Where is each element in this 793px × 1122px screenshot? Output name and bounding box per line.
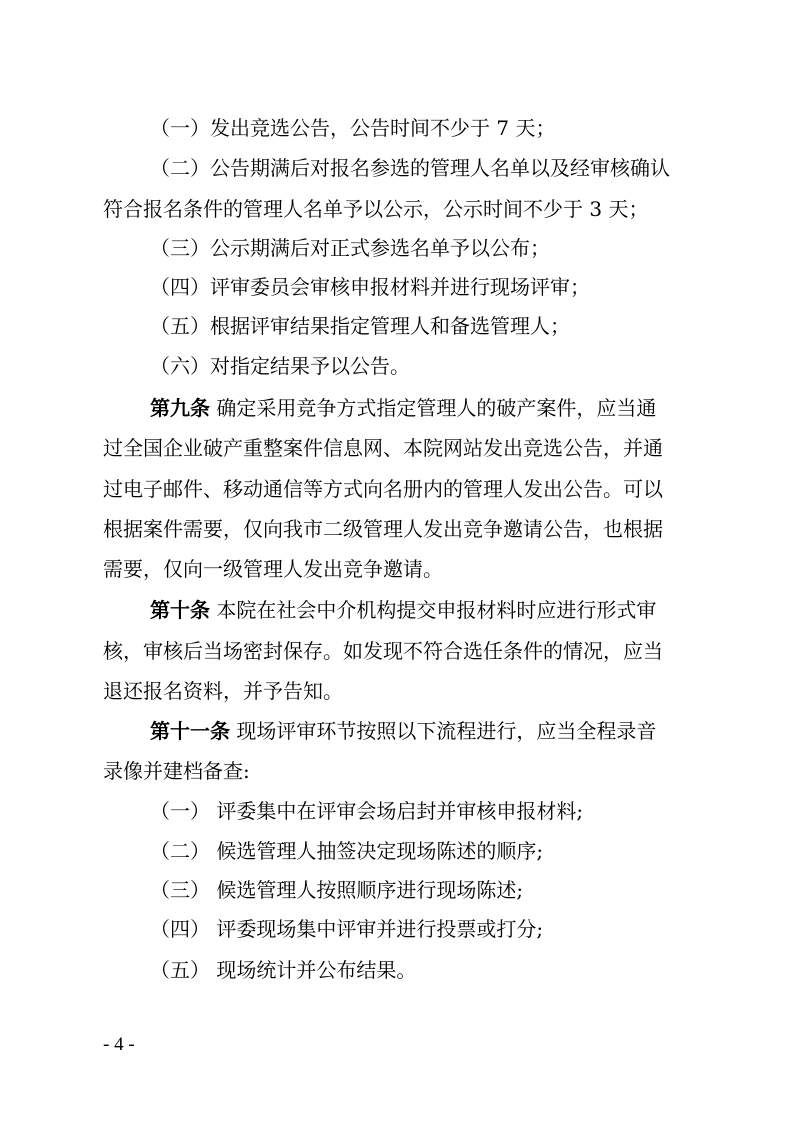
article10-heading: 第十条 — [150, 598, 210, 622]
article9-line: 过全国企业破产重整案件信息网、本院网站发出竞选公告，并通 — [103, 436, 663, 460]
article10-first-line — [150, 597, 656, 623]
article11-step-5: （五） 现场统计并公布结果。 — [150, 958, 417, 982]
procedure-step-2-cont: 符合报名条件的管理人名单予以公示，公示时间不少于 3 天； — [103, 197, 649, 221]
article11-step-2: （二） 候选管理人抽签决定现场陈述的顺序; — [150, 839, 544, 863]
procedure-step-4: （四）评审委员会审核申报材料并进行现场评审； — [150, 275, 590, 299]
article10-line: 核，审核后当场密封保存。如发现不符合选任条件的情况，应当 — [103, 639, 663, 663]
procedure-step-2: （二）公告期满后对报名参选的管理人名单以及经审核确认 — [150, 156, 670, 180]
article10-text: 本院在社会中介机构提交申报材料时应进行形式审 — [216, 598, 657, 622]
procedure-step-3: （三）公示期满后对正式参选名单予以公布； — [150, 236, 550, 260]
article11-heading: 第十一条 — [150, 719, 230, 743]
article11-first-line — [150, 718, 656, 744]
procedure-step-6: （六）对指定结果予以公告。 — [150, 354, 410, 378]
article9-line: 根据案件需要，仅向我市二级管理人发出竞争邀请公告，也根据 — [103, 517, 663, 541]
procedure-step-1: （一）发出竞选公告，公告时间不少于 7 天； — [150, 116, 556, 140]
article11-line: 录像并建档备查: — [103, 759, 250, 783]
article11-step-1: （一） 评委集中在评审会场启封并审核申报材料; — [150, 799, 584, 823]
article10-line: 退还报名资料，并予告知。 — [103, 679, 343, 703]
article9-text: 确定采用竞争方式指定管理人的破产案件，应当通 — [216, 396, 657, 420]
article9-line: 需要，仅向一级管理人发出竞争邀请。 — [103, 557, 443, 581]
article11-step-3: （三） 候选管理人按照顺序进行现场陈述; — [150, 878, 524, 902]
article9-first-line — [150, 395, 656, 421]
procedure-step-5: （五）根据评审结果指定管理人和备选管理人； — [150, 314, 570, 338]
article11-step-4: （四） 评委现场集中评审并进行投票或打分; — [150, 917, 544, 941]
article9-heading: 第九条 — [150, 396, 210, 420]
article9-line: 过电子邮件、移动通信等方式向名册内的管理人发出公告。可以 — [103, 477, 663, 501]
article11-text: 现场评审环节按照以下流程进行，应当全程录音 — [236, 719, 657, 743]
page-number: - 4 - — [103, 1034, 135, 1055]
